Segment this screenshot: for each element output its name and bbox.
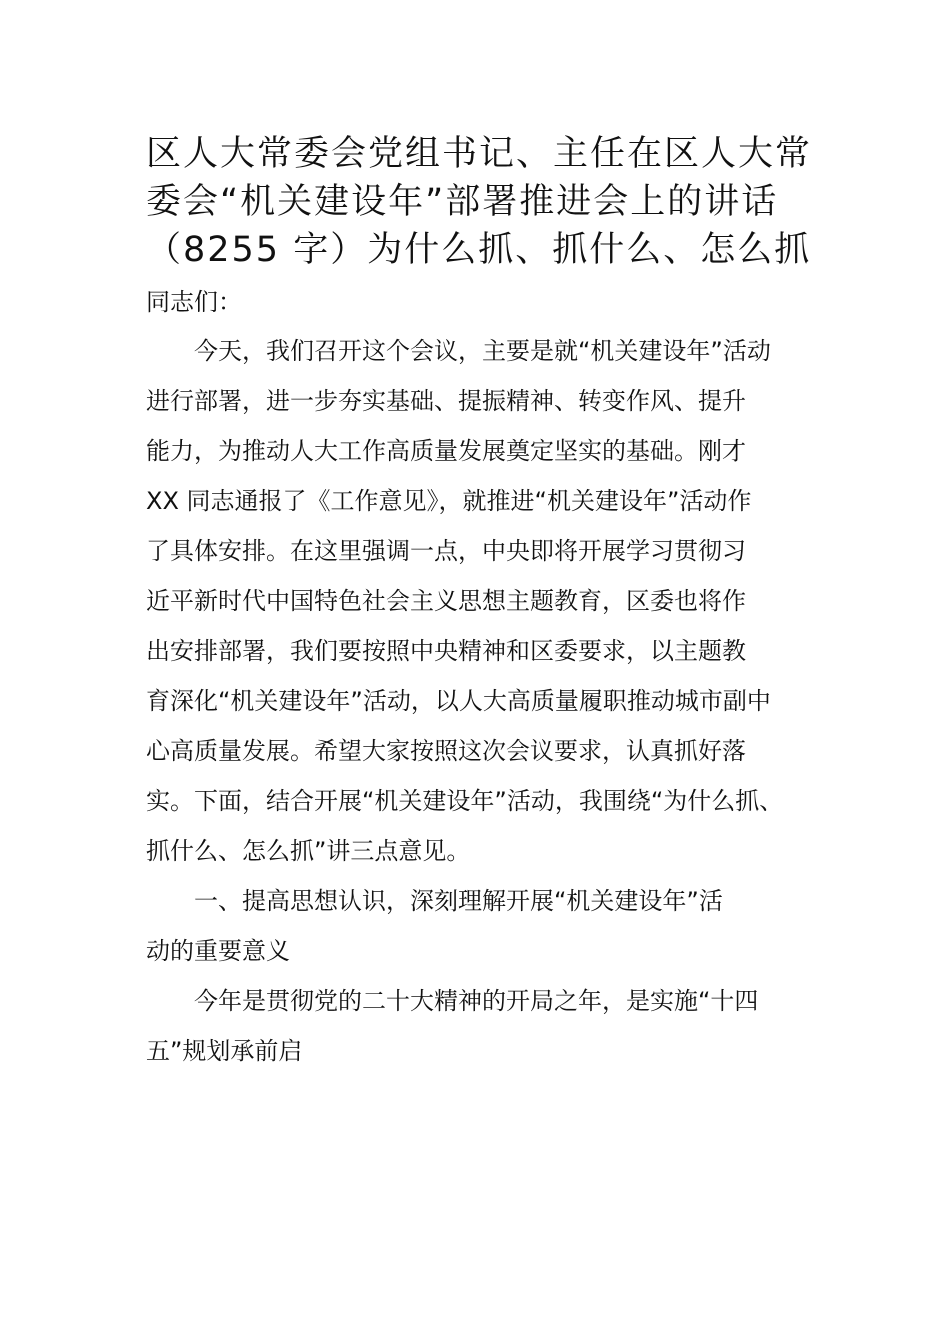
paragraph-line: 近平新时代中国特色社会主义思想主题教育，区委也将作 xyxy=(146,587,746,615)
title-line: 委会“机关建设年”部署推进会上的讲话 xyxy=(146,182,779,222)
paragraph-line: 今年是贯彻党的二十大精神的开局之年，是实施“十四 xyxy=(194,987,759,1015)
paragraph-line: 进行部署，进一步夯实基础、提振精神、转变作风、提升 xyxy=(146,387,746,415)
paragraph-line: 今天，我们召开这个会议，主要是就“机关建设年”活动 xyxy=(194,337,771,365)
paragraph-line: 育深化“机关建设年”活动，以人大高质量履职推动城市副中 xyxy=(146,687,771,715)
paragraph-line: 五”规划承前启 xyxy=(146,1037,303,1065)
salutation: 同志们： xyxy=(146,288,242,316)
title-line: （8255 字）为什么抓、抓什么、怎么抓 xyxy=(146,230,812,270)
section-heading-line: 一、提高思想认识，深刻理解开展“机关建设年”活 xyxy=(194,887,723,915)
paragraph-line: 了具体安排。在这里强调一点，中央即将开展学习贯彻习 xyxy=(146,537,746,565)
paragraph-line: 实。下面，结合开展“机关建设年”活动，我围绕“为什么抓、 xyxy=(146,787,784,815)
paragraph-line: XX 同志通报了《工作意见》，就推进“机关建设年”活动作 xyxy=(146,487,752,515)
paragraph-line: 能力，为推动人大工作高质量发展奠定坚实的基础。刚才 xyxy=(146,437,746,465)
document-title xyxy=(146,130,826,274)
section-heading-line: 动的重要意义 xyxy=(146,937,290,965)
document-body xyxy=(146,331,836,1081)
title-line: 区人大常委会党组书记、主任在区人大常 xyxy=(146,134,813,174)
paragraph-line: 抓什么、怎么抓”讲三点意见。 xyxy=(146,837,471,865)
paragraph-line: 出安排部署，我们要按照中央精神和区委要求，以主题教 xyxy=(146,637,746,665)
paragraph-line: 心高质量发展。希望大家按照这次会议要求，认真抓好落 xyxy=(146,737,746,765)
